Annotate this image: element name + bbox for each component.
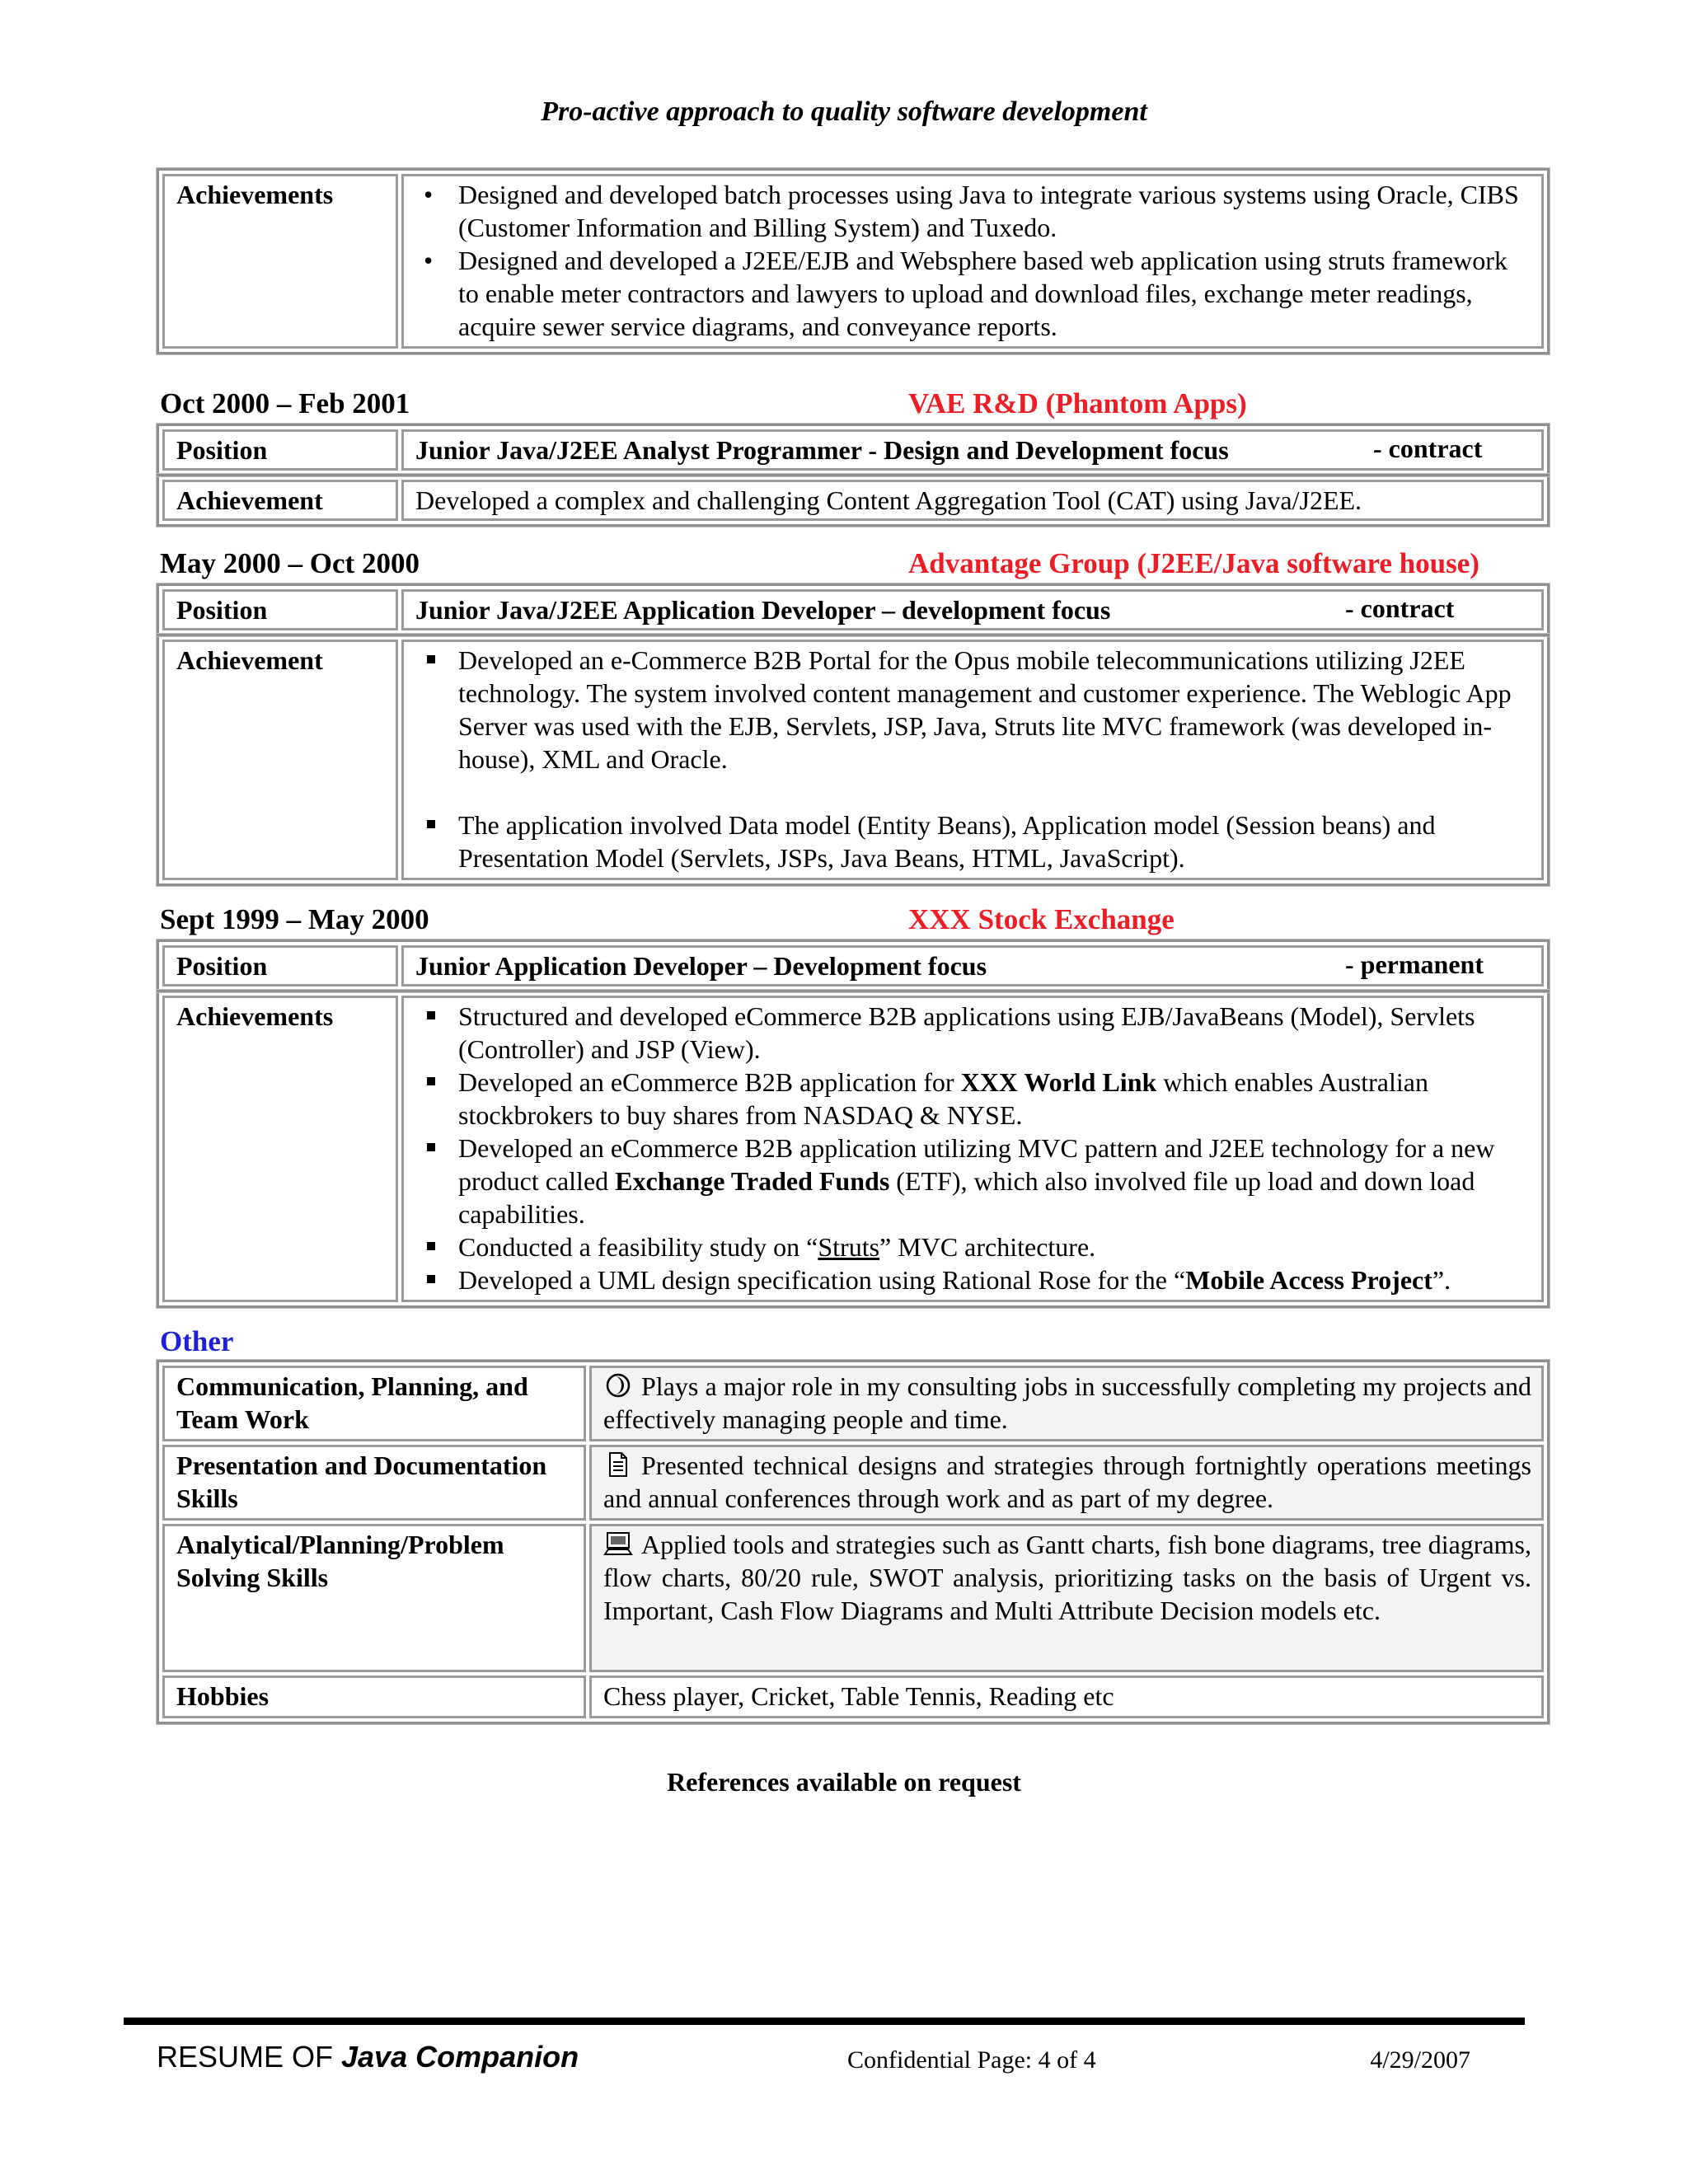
position-title: Junior Java/J2EE Application Developer – development focus	[415, 595, 1111, 625]
achievement-cell: Developed a complex and challenging Content Aggregation Tool (CAT) using Java/J2EE.	[401, 480, 1544, 521]
position-label: Position	[162, 429, 398, 471]
list-item: Conducted a feasibility study on “Struts” MVC architecture.	[415, 1230, 1531, 1263]
job-achievement-table	[157, 474, 1550, 527]
position-title: Junior Application Developer – Development focus	[415, 951, 987, 981]
computer-icon	[603, 1530, 633, 1557]
table-row	[162, 1366, 1544, 1441]
job-position-table	[157, 940, 1550, 992]
position-cell	[401, 589, 1544, 630]
other-value: Chess player, Cricket, Table Tennis, Reading etc	[589, 1675, 1544, 1718]
position-type: - permanent	[1345, 949, 1484, 979]
table-row	[162, 1445, 1544, 1521]
footer-resume-of: RESUME OF Java Companion	[157, 2040, 579, 2074]
other-table	[157, 1360, 1550, 1724]
position-type: - contract	[1345, 593, 1455, 623]
table-row	[162, 1675, 1544, 1718]
footer-date: 4/29/2007	[1370, 2046, 1470, 2074]
footer-page-info: Confidential Page: 4 of 4	[847, 2046, 1096, 2074]
list-item: The application involved Data model (Entity Beans), Application model (Session beans) and Presentation Model (Servlets, JSPs, Java Beans, HTML, JavaScript).	[415, 808, 1531, 874]
footer-rule	[124, 2018, 1525, 2025]
continued-achievements-table	[157, 168, 1550, 354]
job-company: XXX Stock Exchange	[908, 903, 1175, 935]
other-title: Other	[160, 1325, 234, 1357]
job-dates: Oct 2000 – Feb 2001	[160, 387, 410, 419]
other-value: Plays a major role in my consulting jobs in successfully completing my projects and effectively managing people and time.	[589, 1366, 1544, 1441]
other-section	[157, 1325, 1550, 1724]
achievement-cell	[401, 996, 1544, 1302]
achievement-label: Achievement	[162, 480, 398, 521]
list-item: Developed an e-Commerce B2B Portal for the Opus mobile telecommunications utilizing J2EE technology. The system involved content management and customer experience. The Weblogic App Server was used with the EJB, Servlets, JSP, Java, Struts lite MVC framework (was developed in-house), XML and Oracle.	[415, 644, 1531, 776]
position-cell	[401, 429, 1544, 471]
job-dates: Sept 1999 – May 2000	[160, 903, 429, 935]
job-advantage	[157, 547, 1550, 886]
tagline: Pro-active approach to quality software development	[541, 96, 1147, 127]
job-stock-exchange	[157, 903, 1550, 1308]
list-item: Developed an eCommerce B2B application for XXX World Link which enables Australian stockbrokers to buy shares from NASDAQ & NYSE.	[415, 1066, 1531, 1132]
job-achievement-table	[157, 990, 1550, 1308]
moon-icon	[603, 1372, 633, 1399]
other-value: Applied tools and strategies such as Gantt charts, fish bone diagrams, tree diagrams, flow charts, 80/20 rule, SWOT analysis, prioritizing tasks on the basis of Urgent vs. Important, Cash Flow Diagrams and Multi Attribute Decision models etc.	[589, 1524, 1544, 1672]
list-item: Developed an eCommerce B2B application utilizing MVC pattern and J2EE technology for a new product called Exchange Traded Funds (ETF), which also involved file up load and down load capabilities.	[415, 1132, 1531, 1230]
document-icon	[603, 1451, 633, 1478]
achievements-cell	[401, 174, 1544, 349]
job-company: Advantage Group (J2EE/Java software house)	[908, 547, 1479, 579]
position-type: - contract	[1373, 434, 1483, 463]
list-item: • Designed and developed a J2EE/EJB and Websphere based web application using struts framework to enable meter contractors and lawyers to upload and download files, exchange meter readings, acquire sewer service diagrams, and conveyance reports.	[415, 244, 1531, 343]
position-title: Junior Java/J2EE Analyst Programmer - Design and Development focus	[415, 435, 1229, 465]
other-label: Analytical/Planning/Problem Solving Skills	[162, 1524, 586, 1672]
list-item: Structured and developed eCommerce B2B applications using EJB/JavaBeans (Model), Servlets (Controller) and JSP (View).	[415, 1000, 1531, 1066]
list-item: Developed a UML design specification using Rational Rose for the “Mobile Access Project”.	[415, 1263, 1531, 1296]
page-footer	[157, 2041, 1550, 2082]
other-label: Communication, Planning, and Team Work	[162, 1366, 586, 1441]
job-position-table	[157, 583, 1550, 636]
references-note: References available on request	[667, 1767, 1021, 1797]
continued-achievements-block	[157, 168, 1550, 354]
other-label: Presentation and Documentation Skills	[162, 1445, 586, 1521]
position-label: Position	[162, 589, 398, 630]
achievements-label: Achievements	[162, 174, 398, 349]
job-dates: May 2000 – Oct 2000	[160, 547, 420, 579]
position-label: Position	[162, 945, 398, 987]
achievement-label: Achievement	[162, 640, 398, 880]
job-vae	[157, 387, 1550, 527]
other-label: Hobbies	[162, 1675, 586, 1718]
list-item: • Designed and developed batch processes using Java to integrate various systems using Oracle, CIBS (Customer Information and Billing System) and Tuxedo.	[415, 178, 1531, 244]
other-value: Presented technical designs and strategies through fortnightly operations meetings and annual conferences through work and as part of my degree.	[589, 1445, 1544, 1521]
achievement-cell	[401, 640, 1544, 880]
job-company: VAE R&D (Phantom Apps)	[908, 387, 1247, 419]
position-cell	[401, 945, 1544, 987]
table-row	[162, 1524, 1544, 1672]
job-achievement-table	[157, 634, 1550, 886]
achievement-label: Achievements	[162, 996, 398, 1302]
job-position-table	[157, 424, 1550, 476]
